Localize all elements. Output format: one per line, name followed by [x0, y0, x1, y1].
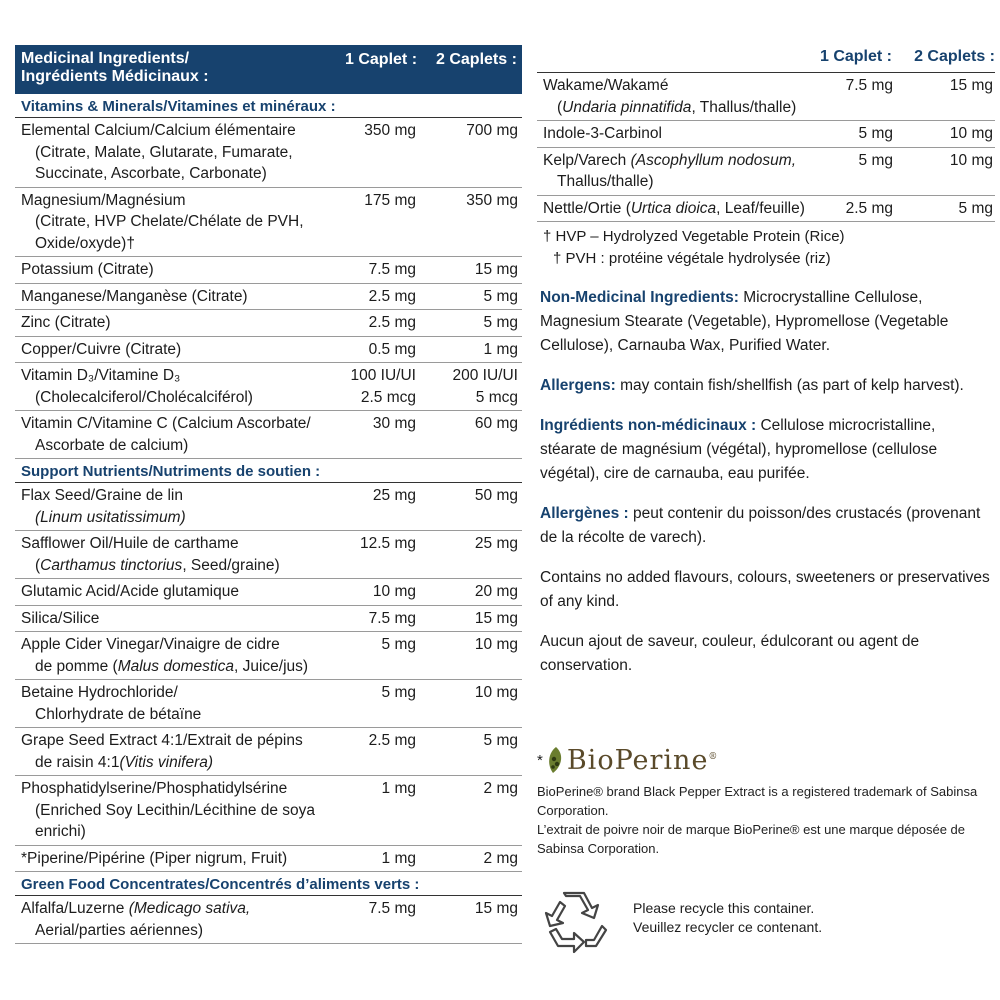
table-row [15, 337, 522, 364]
ingredient-label: Vitamin C/Vitamine C (Calcium Ascorbate/ [21, 415, 311, 432]
ingredient-name [15, 190, 326, 255]
recycle-text-fr: Veuillez recycler ce contenant. [633, 919, 823, 935]
dose-1-caplet: 350 mg [364, 122, 416, 139]
section-heading: Vitamins & Minerals/Vitamines et minéraux : [15, 94, 522, 118]
dose-2-caplets: 5 mg [483, 287, 518, 305]
ingredient-label: Magnesium/Magnésium [21, 191, 186, 209]
dose-1-caplet: 7.5 mg [845, 77, 893, 94]
detail-part: , Seed/graine) [182, 556, 280, 574]
table-row [15, 606, 522, 633]
ingredient-detail: (Cholecalciferol/Cholécalciférol) [35, 388, 253, 406]
ingredient-label: Silica/Silice [21, 609, 100, 627]
latin-name: (Medicago sativa, [128, 900, 251, 917]
header-title-en: Medicinal Ingredients/ [21, 50, 190, 67]
ingredient-label: Indole-3-Carbinol [543, 125, 662, 142]
ingredient-name [15, 259, 326, 281]
dose-2-caplets: 2 mg [483, 849, 518, 867]
ingredient-label: *Piperine/Pipérine (Piper nigrum, Fruit) [21, 849, 288, 867]
table-row [15, 118, 522, 188]
section-heading: Green Food Concentrates/Concentrés d’aliments verts : [15, 872, 522, 896]
table-row [15, 363, 522, 411]
ingredient-label: Wakame/Wakamé [543, 77, 669, 94]
ingredient-label: Safflower Oil/Huile de carthame [21, 535, 239, 552]
dose-2-caplets: 60 mg [474, 415, 518, 432]
label-paragraphs [537, 286, 995, 678]
ingredient-label: Flax Seed/Graine de lin [21, 487, 183, 504]
asterisk: * [537, 751, 543, 769]
label-paragraph [537, 566, 995, 614]
label-paragraph [537, 374, 995, 398]
detail-part: , Thallus/thalle) [691, 98, 797, 116]
registered-mark: ® [708, 751, 719, 762]
dose-2-caplets: 700 mg [466, 122, 518, 139]
ingredient-detail [21, 656, 326, 678]
paragraph-label: Allergens: [540, 377, 616, 394]
paragraph-label: Allergènes : [540, 505, 629, 522]
ingredient-detail [543, 97, 807, 119]
ingredient-name [537, 150, 807, 193]
ingredient-detail: Oxide/oxyde)† [35, 234, 135, 252]
label-paragraph [537, 630, 995, 678]
table-header [15, 45, 522, 94]
latin-name: Carthamus tinctorius [40, 556, 183, 574]
dose-1-caplet: 1 mg [381, 849, 416, 867]
dose-1-caplet: 2.5 mg [368, 314, 416, 331]
dose-1-caplet: 5 mg [381, 636, 416, 653]
ingredient-detail [21, 555, 326, 577]
ingredient-name [15, 581, 326, 603]
dose-2-caplets: 1 mg [483, 340, 518, 358]
latin-name: Urtica dioica [630, 199, 717, 217]
dose-2-caplets: 50 mg [474, 487, 518, 504]
right-table-body [537, 73, 995, 222]
dose-1-caplet: 7.5 mg [368, 261, 416, 278]
header-col-2-caplets: 2 Caplets : [436, 51, 517, 68]
dose-2-caplets: 15 mg [474, 609, 518, 627]
dose-1-caplet: 25 mg [372, 487, 416, 504]
dose-2-caplets: 10 mg [474, 684, 518, 701]
ingredient-name [15, 339, 326, 361]
bioperine-wordmark: BioPerine [566, 744, 709, 776]
detail-part: , Juice/jus) [234, 657, 309, 675]
paragraph-text: Cellulose microcristalline, stéarate de magnésium (végétal), hypromellose (cellulose végétal), cire de carnauba, eau purifée. [540, 417, 938, 482]
ingredient-name [15, 365, 326, 408]
ingredient-detail: Aerial/parties aériennes) [35, 921, 204, 939]
ingredient-label: Alfalfa/Luzerne [21, 900, 129, 917]
table-row [15, 284, 522, 311]
dose-2-caplets: 2 mg [483, 780, 518, 797]
dose-2-caplets: 350 mg [466, 191, 518, 209]
table-row [537, 148, 995, 196]
ingredient-label: Betaine Hydrochloride/ [21, 684, 178, 701]
paragraph-text: Aucun ajout de saveur, couleur, édulcorant ou agent de conservation. [540, 633, 920, 674]
right-header-col-2: 2 Caplets : [914, 48, 995, 65]
latin-name: (Vitis vinifera) [119, 753, 214, 771]
ingredient-name [15, 682, 326, 725]
label-paragraph [537, 414, 995, 486]
dose-2-caplets: 5 mg [483, 732, 518, 749]
label-paragraph [537, 286, 995, 358]
ingredient-name [15, 286, 326, 308]
ingredient-label: Vitamin D₃/Vitamine D₃ [21, 367, 181, 384]
footnotes [537, 226, 995, 270]
dose-2-caplets: 10 mg [949, 125, 993, 142]
ingredient-label: Manganese/Manganèse (Citrate) [21, 287, 248, 305]
ingredient-name [15, 634, 326, 677]
dose-2-caplets: 15 mg [474, 261, 518, 278]
ingredient-name [15, 778, 326, 843]
ingredient-label-part: , Leaf/feuille) [716, 199, 805, 217]
header-col-1-caplet: 1 Caplet : [345, 51, 418, 68]
latin-name: (Linum usitatissimum) [35, 508, 186, 526]
ingredient-label: Grape Seed Extract 4:1/Extrait de pépins [21, 732, 303, 749]
dose-1-caplet: 175 mg [364, 191, 416, 209]
dose-1-caplet: 2.5 mg [368, 287, 416, 305]
ingredient-detail: Chlorhydrate de bétaïne [35, 705, 202, 723]
ingredient-name [15, 533, 326, 576]
ingredient-label: Elemental Calcium/Calcium élémentaire [21, 122, 296, 139]
ingredient-name [15, 848, 326, 870]
dose-1-caplet: 2.5 mg [368, 732, 416, 749]
ingredient-label: Kelp/Varech [543, 151, 631, 169]
table-row [15, 531, 522, 579]
dose-2-caplets: 200 IU/UI 5 mcg [452, 367, 518, 406]
ingredient-detail: (Enriched Soy Lecithin/Lécithine de soya enrichi) [35, 801, 316, 840]
paragraph-text: peut contenir du poisson/des crustacés (provenant de la récolte de varech). [540, 505, 981, 546]
recycle-icon [540, 888, 610, 958]
recycle-message [633, 899, 822, 937]
table-row [537, 196, 995, 223]
dose-1-caplet: 5 mg [858, 151, 893, 169]
dose-2-caplets: 15 mg [949, 77, 993, 94]
ingredient-label: Nettle/Ortie ( [543, 199, 631, 217]
ingredient-detail: (Citrate, HVP Chelate/Chélate de PVH, [35, 213, 304, 230]
ingredient-detail [21, 752, 326, 774]
recycle-text-en: Please recycle this container. [633, 900, 815, 916]
dose-1-caplet: 12.5 mg [359, 535, 416, 552]
right-header-col-1: 1 Caplet : [819, 48, 892, 65]
dose-2-caplets: 10 mg [474, 636, 518, 653]
ingredient-detail [21, 507, 326, 529]
dose-2-caplets: 10 mg [949, 151, 993, 169]
table-row [15, 776, 522, 846]
label-paragraph [537, 502, 995, 550]
bioperine-block [537, 738, 995, 858]
ingredient-name [15, 413, 326, 456]
paragraph-text: may contain fish/shellfish (as part of kelp harvest). [615, 377, 964, 394]
ingredient-name [537, 75, 807, 118]
right-table-header [537, 48, 995, 73]
table-row [15, 632, 522, 680]
ingredient-detail: Thallus/thalle) [557, 173, 654, 190]
table-row [15, 728, 522, 776]
medicinal-ingredients-table [15, 45, 522, 944]
detail-part: de pomme ( [35, 657, 118, 675]
ingredient-name [537, 198, 807, 220]
ingredient-label: Apple Cider Vinegar/Vinaigre de cidre [21, 636, 280, 653]
table-row [15, 310, 522, 337]
dose-2-caplets: 5 mg [958, 199, 993, 217]
ingredient-detail: (Citrate, Malate, Glutarate, Fumarate, [35, 143, 293, 161]
ingredient-name [537, 123, 807, 145]
dose-1-caplet: 5 mg [381, 684, 416, 701]
table-row [15, 896, 522, 944]
paragraph-label: Ingrédients non-médicinaux : [540, 417, 757, 434]
table-row [15, 579, 522, 606]
table-row [15, 483, 522, 531]
table-row [15, 188, 522, 258]
ingredient-detail: Ascorbate de calcium) [35, 436, 189, 454]
table-body [15, 94, 522, 944]
bioperine-logo [537, 738, 995, 782]
dose-2-caplets: 20 mg [474, 583, 518, 600]
detail-part: ( [35, 556, 41, 574]
detail-part: ( [557, 98, 563, 116]
ingredient-name [15, 730, 326, 773]
latin-name: Malus domestica [117, 657, 234, 675]
dose-1-caplet: 7.5 mg [368, 900, 416, 917]
ingredient-label: Phosphatidylserine/Phosphatidylsérine [21, 780, 288, 797]
ingredient-label: Potassium (Citrate) [21, 261, 154, 278]
detail-part: de raisin 4:1 [35, 753, 120, 771]
ingredient-detail: Succinate, Ascorbate, Carbonate) [35, 165, 267, 182]
paragraph-text: Contains no added flavours, colours, sweeteners or preservatives of any kind. [540, 569, 990, 610]
trademark-en: BioPerine® brand Black Pepper Extract is a registered trademark of Sabinsa Corporation. [537, 784, 978, 818]
latin-name: (Ascophyllum nodosum, [630, 151, 797, 169]
footnote-pvh: † PVH : protéine végétale hydrolysée (riz) [553, 250, 831, 267]
ingredient-label: Zinc (Citrate) [21, 314, 111, 331]
table-row [15, 257, 522, 284]
paragraph-label: Non-Medicinal Ingredients: [540, 289, 739, 306]
ingredient-label: Glutamic Acid/Acide glutamique [21, 583, 239, 600]
latin-name: Undaria pinnatifida [562, 98, 692, 116]
table-row [15, 846, 522, 873]
header-title-fr: Ingrédients Médicinaux : [21, 68, 209, 85]
dose-1-caplet: 1 mg [381, 780, 416, 797]
table-row [15, 411, 522, 459]
right-column [537, 48, 995, 678]
table-row [537, 73, 995, 121]
dose-1-caplet: 10 mg [372, 583, 416, 600]
dose-2-caplets: 15 mg [474, 900, 518, 917]
dose-1-caplet: 0.5 mg [368, 340, 416, 358]
pepper-leaf-icon [545, 745, 567, 775]
ingredient-name [15, 608, 326, 630]
trademark-fr: L’extrait de poivre noir de marque BioPerine® est une marque déposée de Sabinsa Corporation. [537, 822, 966, 856]
section-heading: Support Nutrients/Nutriments de soutien : [15, 459, 522, 483]
dose-1-caplet: 30 mg [372, 415, 416, 432]
ingredient-name [15, 485, 326, 528]
dose-2-caplets: 25 mg [474, 535, 518, 552]
dose-1-caplet: 2.5 mg [845, 199, 893, 217]
ingredient-label: Copper/Cuivre (Citrate) [21, 340, 182, 358]
paragraph-text: Microcrystalline Cellulose, Magnesium Stearate (Vegetable), Hypromellose (Vegetable Cellulose), Carnauba Wax, Purified Water. [540, 289, 949, 354]
ingredient-name [15, 312, 326, 334]
ingredient-name [15, 898, 326, 941]
footnote-hvp: † HVP – Hydrolyzed Vegetable Protein (Rice) [543, 228, 845, 245]
table-row [15, 680, 522, 728]
dose-1-caplet: 5 mg [858, 125, 893, 142]
dose-1-caplet: 7.5 mg [368, 609, 416, 627]
dose-1-caplet: 100 IU/UI 2.5 mcg [350, 367, 416, 406]
dose-2-caplets: 5 mg [483, 314, 518, 331]
table-row [537, 121, 995, 148]
ingredient-name [15, 120, 326, 185]
